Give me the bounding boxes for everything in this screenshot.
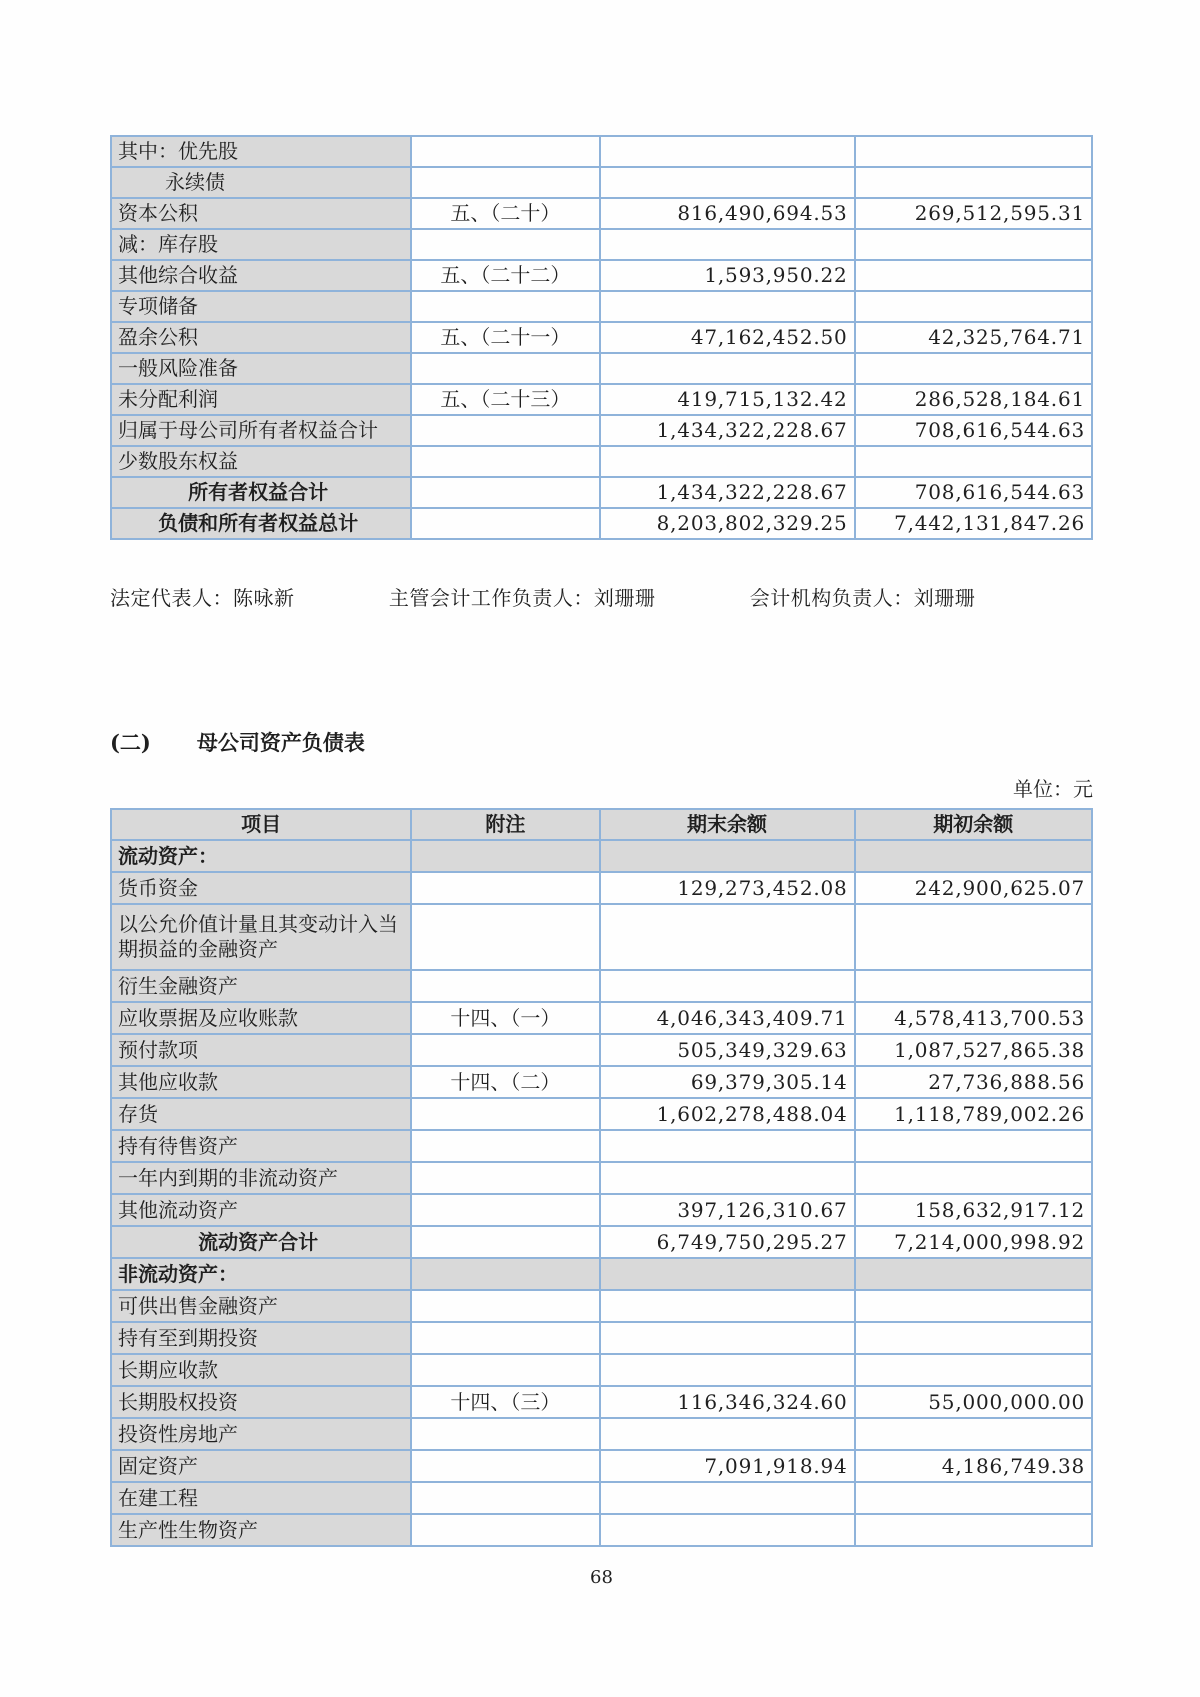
ending-balance-cell [600,1258,855,1290]
note-reference-cell [411,1098,599,1130]
ending-balance-cell: 129,273,452.08 [600,872,855,904]
table-header-row [111,809,1092,840]
parent-table-body [111,840,1092,1546]
page-number: 68 [590,1567,613,1588]
total-row [111,477,1092,508]
item-row [111,1290,1092,1322]
item-row [111,1514,1092,1546]
section-index: (二) [110,730,151,755]
note-reference-cell: 五、（二十） [411,198,599,229]
ending-balance-cell: 1,602,278,488.04 [600,1098,855,1130]
note-reference-cell [411,1130,599,1162]
beginning-balance-cell [855,1514,1092,1546]
item-label-cell: 衍生金融资产 [111,970,411,1002]
item-row [111,353,1092,384]
item-row [111,970,1092,1002]
beginning-balance-cell [855,970,1092,1002]
item-row [111,415,1092,446]
ending-balance-cell [600,167,855,198]
beginning-balance-cell: 269,512,595.31 [855,198,1092,229]
section-header-row [111,1258,1092,1290]
item-label-cell: 长期应收款 [111,1354,411,1386]
note-reference-cell: 十四、（三） [411,1386,599,1418]
beginning-balance-cell [855,1482,1092,1514]
item-row [111,291,1092,322]
item-label-cell: 一般风险准备 [111,353,411,384]
beginning-balance-cell [855,1258,1092,1290]
item-row [111,1130,1092,1162]
ending-balance-cell [600,1354,855,1386]
item-row [111,322,1092,353]
ending-balance-cell: 116,346,324.60 [600,1386,855,1418]
item-label-cell: 其他应收款 [111,1066,411,1098]
ending-balance-cell [600,353,855,384]
note-reference-cell [411,446,599,477]
note-reference-cell [411,415,599,446]
note-reference-cell [411,1194,599,1226]
parent-company-balance-sheet-table [110,808,1093,1547]
ending-balance-cell [600,291,855,322]
beginning-balance-cell: 1,087,527,865.38 [855,1034,1092,1066]
beginning-balance-cell: 27,736,888.56 [855,1066,1092,1098]
item-label-cell: 归属于母公司所有者权益合计 [111,415,411,446]
ending-balance-cell: 1,434,322,228.67 [600,415,855,446]
item-row [111,904,1092,970]
ending-balance-cell: 7,091,918.94 [600,1450,855,1482]
item-row [111,1034,1092,1066]
item-label-cell: 持有至到期投资 [111,1322,411,1354]
item-row [111,872,1092,904]
beginning-balance-cell [855,1130,1092,1162]
beginning-balance-cell [855,1418,1092,1450]
item-label-cell: 投资性房地产 [111,1418,411,1450]
header-beginning-balance: 期初余额 [855,809,1092,840]
accounting-head-signature: 会计机构负责人：刘珊珊 [749,586,976,610]
ending-balance-cell: 1,434,322,228.67 [600,477,855,508]
item-label-cell: 生产性生物资产 [111,1514,411,1546]
ending-balance-cell [600,1482,855,1514]
header-ending-balance: 期末余额 [600,809,855,840]
section-header-row [111,840,1092,872]
item-label-cell: 固定资产 [111,1450,411,1482]
item-label-cell: 其中：优先股 [111,136,411,167]
item-row [111,167,1092,198]
item-label-cell: 可供出售金融资产 [111,1290,411,1322]
item-label-cell: 以公允价值计量且其变动计入当期损益的金融资产 [111,904,411,970]
legal-representative-signature: 法定代表人：陈咏新 [110,586,295,610]
beginning-balance-cell [855,1290,1092,1322]
item-row [111,1098,1092,1130]
section-title: 母公司资产负债表 [196,730,365,755]
ending-balance-cell: 47,162,452.50 [600,322,855,353]
note-reference-cell [411,1450,599,1482]
ending-balance-cell [600,446,855,477]
item-label-cell: 其他流动资产 [111,1194,411,1226]
item-row [111,446,1092,477]
beginning-balance-cell [855,446,1092,477]
item-row [111,1418,1092,1450]
ending-balance-cell [600,1130,855,1162]
item-row [111,1194,1092,1226]
chief-accountant-signature: 主管会计工作负责人：刘珊珊 [388,586,656,610]
item-row [111,1066,1092,1098]
item-label-cell: 应收票据及应收账款 [111,1002,411,1034]
note-reference-cell [411,1354,599,1386]
item-label-cell: 在建工程 [111,1482,411,1514]
ending-balance-cell [600,136,855,167]
item-label-cell: 资本公积 [111,198,411,229]
item-row [111,1482,1092,1514]
beginning-balance-cell [855,260,1092,291]
beginning-balance-cell: 7,214,000,998.92 [855,1226,1092,1258]
ending-balance-cell: 1,593,950.22 [600,260,855,291]
item-label-cell: 负债和所有者权益总计 [111,508,411,539]
ending-balance-cell [600,1418,855,1450]
item-row [111,1450,1092,1482]
item-label-cell: 预付款项 [111,1034,411,1066]
ending-balance-cell [600,1322,855,1354]
ending-balance-cell: 4,046,343,409.71 [600,1002,855,1034]
item-label-cell: 存货 [111,1098,411,1130]
beginning-balance-cell [855,229,1092,260]
note-reference-cell: 五、（二十三） [411,384,599,415]
beginning-balance-cell [855,1354,1092,1386]
beginning-balance-cell [855,291,1092,322]
beginning-balance-cell: 7,442,131,847.26 [855,508,1092,539]
consolidated-balance-sheet-equity-table [110,135,1093,540]
beginning-balance-cell: 4,186,749.38 [855,1450,1092,1482]
note-reference-cell [411,508,599,539]
beginning-balance-cell [855,904,1092,970]
ending-balance-cell [600,904,855,970]
note-reference-cell [411,229,599,260]
note-reference-cell [411,1290,599,1322]
ending-balance-cell: 397,126,310.67 [600,1194,855,1226]
item-row [111,1002,1092,1034]
note-reference-cell [411,167,599,198]
ending-balance-cell [600,1290,855,1322]
beginning-balance-cell [855,167,1092,198]
item-label-cell: 长期股权投资 [111,1386,411,1418]
item-label-cell: 货币资金 [111,872,411,904]
item-row [111,136,1092,167]
note-reference-cell [411,1514,599,1546]
item-row [111,260,1092,291]
signature-line [110,582,1093,611]
note-reference-cell [411,136,599,167]
ending-balance-cell: 816,490,694.53 [600,198,855,229]
ending-balance-cell: 69,379,305.14 [600,1066,855,1098]
note-reference-cell: 十四、（一） [411,1002,599,1034]
item-label-cell: 未分配利润 [111,384,411,415]
item-row [111,198,1092,229]
beginning-balance-cell [855,1322,1092,1354]
unit-label: 单位：元 [1013,777,1093,801]
equity-table-body [111,136,1092,539]
ending-balance-cell: 6,749,750,295.27 [600,1226,855,1258]
ending-balance-cell: 8,203,802,329.25 [600,508,855,539]
beginning-balance-cell [855,136,1092,167]
beginning-balance-cell: 158,632,917.12 [855,1194,1092,1226]
item-label-cell: 其他综合收益 [111,260,411,291]
beginning-balance-cell [855,353,1092,384]
beginning-balance-cell: 708,616,544.63 [855,415,1092,446]
ending-balance-cell: 505,349,329.63 [600,1034,855,1066]
item-row [111,1386,1092,1418]
ending-balance-cell: 419,715,132.42 [600,384,855,415]
item-row [111,1322,1092,1354]
note-reference-cell [411,291,599,322]
beginning-balance-cell [855,1162,1092,1194]
note-reference-cell: 十四、（二） [411,1066,599,1098]
note-reference-cell [411,970,599,1002]
item-label-cell: 减：库存股 [111,229,411,260]
beginning-balance-cell: 1,118,789,002.26 [855,1098,1092,1130]
beginning-balance-cell: 55,000,000.00 [855,1386,1092,1418]
item-label-cell: 一年内到期的非流动资产 [111,1162,411,1194]
header-item: 项目 [111,809,411,840]
note-reference-cell [411,1226,599,1258]
note-reference-cell [411,477,599,508]
note-reference-cell [411,1258,599,1290]
ending-balance-cell [600,229,855,260]
item-label-cell: 永续债 [111,167,411,198]
beginning-balance-cell: 286,528,184.61 [855,384,1092,415]
note-reference-cell [411,353,599,384]
item-label-cell: 持有待售资产 [111,1130,411,1162]
note-reference-cell [411,840,599,872]
item-label-cell: 流动资产： [111,840,411,872]
note-reference-cell [411,1322,599,1354]
note-reference-cell: 五、（二十二） [411,260,599,291]
note-reference-cell: 五、（二十一） [411,322,599,353]
item-label-cell: 非流动资产： [111,1258,411,1290]
note-reference-cell [411,1162,599,1194]
item-row [111,1354,1092,1386]
item-label-cell: 少数股东权益 [111,446,411,477]
section-heading [110,727,1093,757]
beginning-balance-cell: 242,900,625.07 [855,872,1092,904]
beginning-balance-cell: 708,616,544.63 [855,477,1092,508]
beginning-balance-cell: 42,325,764.71 [855,322,1092,353]
total-row [111,1226,1092,1258]
note-reference-cell [411,904,599,970]
item-row [111,1162,1092,1194]
beginning-balance-cell: 4,578,413,700.53 [855,1002,1092,1034]
note-reference-cell [411,1418,599,1450]
item-label-cell: 流动资产合计 [111,1226,411,1258]
total-row [111,508,1092,539]
ending-balance-cell [600,1162,855,1194]
beginning-balance-cell [855,840,1092,872]
item-row [111,384,1092,415]
item-row [111,229,1092,260]
note-reference-cell [411,1034,599,1066]
ending-balance-cell [600,970,855,1002]
ending-balance-cell [600,1514,855,1546]
item-label-cell: 所有者权益合计 [111,477,411,508]
header-note: 附注 [411,809,599,840]
note-reference-cell [411,872,599,904]
note-reference-cell [411,1482,599,1514]
item-label-cell: 盈余公积 [111,322,411,353]
ending-balance-cell [600,840,855,872]
item-label-cell: 专项储备 [111,291,411,322]
